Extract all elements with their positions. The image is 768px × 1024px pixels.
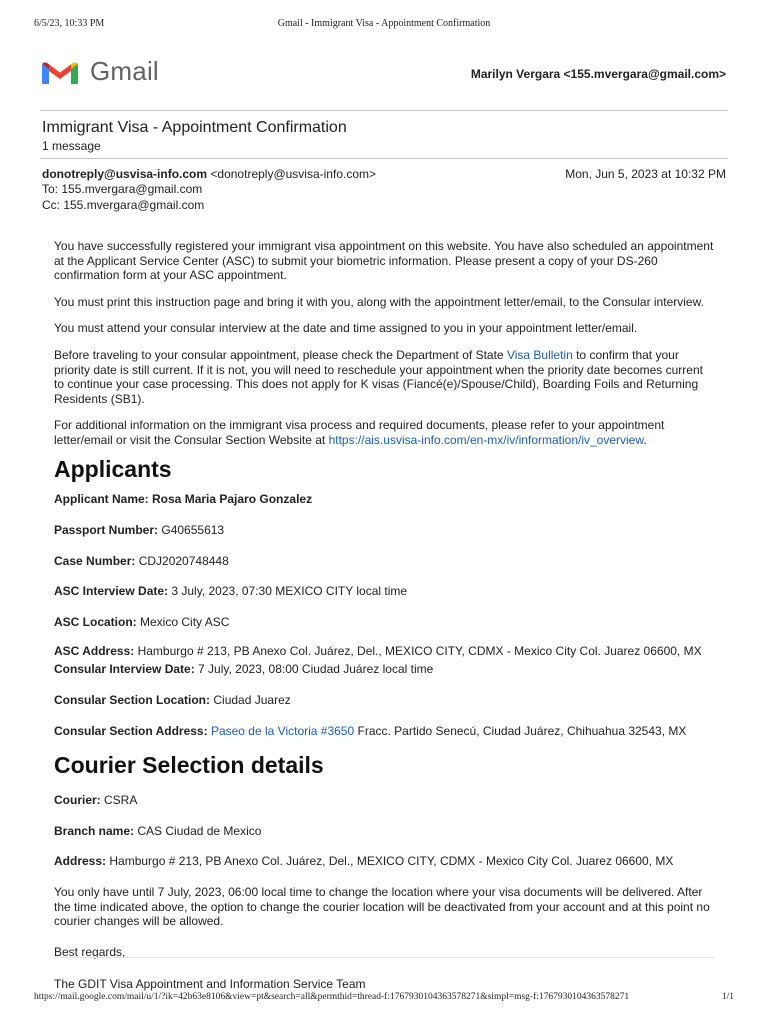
field-value: 7 July, 2023, 08:00 Ciudad Juárez local time xyxy=(198,662,434,677)
courier-address xyxy=(54,852,714,871)
consular-address-link[interactable]: Paseo de la Victoria #3650 xyxy=(210,723,355,738)
sender-name: donotreply@usvisa-info.com xyxy=(42,167,208,181)
field-value: 3 July, 2023, 07:30 MEXICO CITY local time xyxy=(171,584,408,599)
courier-note: You only have until 7 July, 2023, 06:00 local time to change the location where your visa documents will be delivered. After the time indicated above, the option to change the courier location will be deactivated from your account and at this point no courier changes will be allowed. xyxy=(54,885,710,929)
text-run: to confirm that your priority date is still current. If it is not, you will need to reschedule your appointment when the priority date becomes current to continue your case processing. This does not apply for K visas (Fiancé(e)/Spouse/Child), Boarding Foils and Returning Residents (SB1). xyxy=(54,347,703,406)
asc-address xyxy=(54,644,714,659)
print-datetime: 6/5/23, 10:33 PM xyxy=(34,18,105,29)
applicants-heading: Applicants xyxy=(54,455,172,482)
field-value: Fracc. Partido Senecú, Ciudad Juárez, Chihuahua 32543, MX xyxy=(357,723,687,738)
body-paragraph: You have successfully registered your immigrant visa appointment on this website. You have also scheduled an appointment at the Applicant Service Center (ASC) to submit your biometric information. Please present a copy of your DS-260 confirmation form at your ASC appointment. xyxy=(54,239,714,283)
divider xyxy=(40,110,728,111)
gmail-logo xyxy=(40,56,159,87)
recipient-cc: Cc: 155.mvergara@gmail.com xyxy=(42,198,205,212)
field-value: Hamburgo # 213, PB Anexo Col. Juárez, Del., MEXICO CITY, CDMX - Mexico City Col. Juarez 06600, MX xyxy=(109,854,674,869)
print-footer xyxy=(34,992,734,1002)
asc-interview-date xyxy=(54,582,714,601)
field-label: Consular Section Location: xyxy=(54,692,211,707)
print-url: https://mail.google.com/mail/u/1/?ik=42b63e8106&view=pt&search=all&permthid=thread-f:1767930104363578271&simpl=msg-f:1767930104363578271 xyxy=(34,992,630,1002)
signature: The GDIT Visa Appointment and Information Service Team xyxy=(54,977,366,992)
field-value: Ciudad Juarez xyxy=(213,692,291,707)
courier-name xyxy=(54,791,714,810)
gmail-wordmark: Gmail xyxy=(90,56,159,86)
field-label: Applicant Name: Rosa Maria Pajaro Gonzalez xyxy=(54,492,313,507)
consular-section-address xyxy=(54,722,714,741)
field-label: Consular Section Address: xyxy=(54,723,208,738)
field-label: Consular Interview Date: xyxy=(54,662,195,677)
field-value: Hamburgo # 213, PB Anexo Col. Juárez, Del., MEXICO CITY, CDMX - Mexico City Col. Juarez 06600, MX xyxy=(137,643,702,658)
thread-subject: Immigrant Visa - Appointment Confirmation xyxy=(42,119,347,136)
branch-name xyxy=(54,822,714,841)
field-label: Case Number: xyxy=(54,553,136,568)
message-count: 1 message xyxy=(42,139,101,153)
field-label: Address: xyxy=(54,854,107,869)
consular-interview-date xyxy=(54,660,714,679)
body-paragraph xyxy=(54,418,714,447)
gmail-m-icon xyxy=(40,57,80,87)
field-value: CAS Ciudad de Mexico xyxy=(137,823,262,838)
text-run: Before traveling to your consular appointment, please check the Department of State xyxy=(54,347,507,362)
passport-number xyxy=(54,521,714,540)
applicant-name xyxy=(54,490,714,509)
text-run: For additional information on the immigrant visa process and required documents, please refer to your appointment letter/email or visit the Consular Section Website at xyxy=(54,418,665,447)
closing-regards: Best regards, xyxy=(54,944,126,959)
divider xyxy=(54,957,714,958)
body-paragraph xyxy=(54,348,714,406)
page-number: 1/1 xyxy=(721,992,734,1002)
message-date: Mon, Jun 5, 2023 at 10:32 PM xyxy=(565,167,726,181)
consular-section-location xyxy=(54,691,714,710)
field-label: ASC Interview Date: xyxy=(54,584,169,599)
field-label: ASC Address: xyxy=(54,643,135,658)
field-value: CSRA xyxy=(104,792,138,807)
message-body xyxy=(54,239,714,1004)
text-run: . xyxy=(643,432,647,447)
consular-website-link[interactable]: https://ais.usvisa-info.com/en-mx/iv/information/iv_overview xyxy=(328,432,644,447)
field-label: Branch name: xyxy=(54,823,135,838)
case-number xyxy=(54,552,714,571)
visa-bulletin-link[interactable]: Visa Bulletin xyxy=(506,347,573,362)
field-label: Passport Number: xyxy=(54,522,159,537)
field-label: ASC Location: xyxy=(54,614,137,629)
field-label: Courier: xyxy=(54,792,101,807)
asc-location xyxy=(54,613,714,632)
field-value: CDJ2020748448 xyxy=(138,553,229,568)
courier-heading: Courier Selection details xyxy=(54,752,324,779)
print-title: Gmail - Immigrant Visa - Appointment Confirmation xyxy=(277,18,491,29)
sender xyxy=(42,167,376,181)
sender-email: <donotreply@usvisa-info.com> xyxy=(210,167,377,181)
recipient-to: To: 155.mvergara@gmail.com xyxy=(42,182,203,196)
print-header xyxy=(34,18,734,32)
field-value: G40655613 xyxy=(161,522,225,537)
account-identity: Marilyn Vergara <155.mvergara@gmail.com> xyxy=(470,67,726,81)
divider xyxy=(40,158,728,159)
body-paragraph: You must attend your consular interview at the date and time assigned to you in your appointment letter/email. xyxy=(54,321,638,336)
field-value: Mexico City ASC xyxy=(140,614,230,629)
body-paragraph: You must print this instruction page and bring it with you, along with the appointment letter/email, to the Consular interview. xyxy=(54,294,704,309)
